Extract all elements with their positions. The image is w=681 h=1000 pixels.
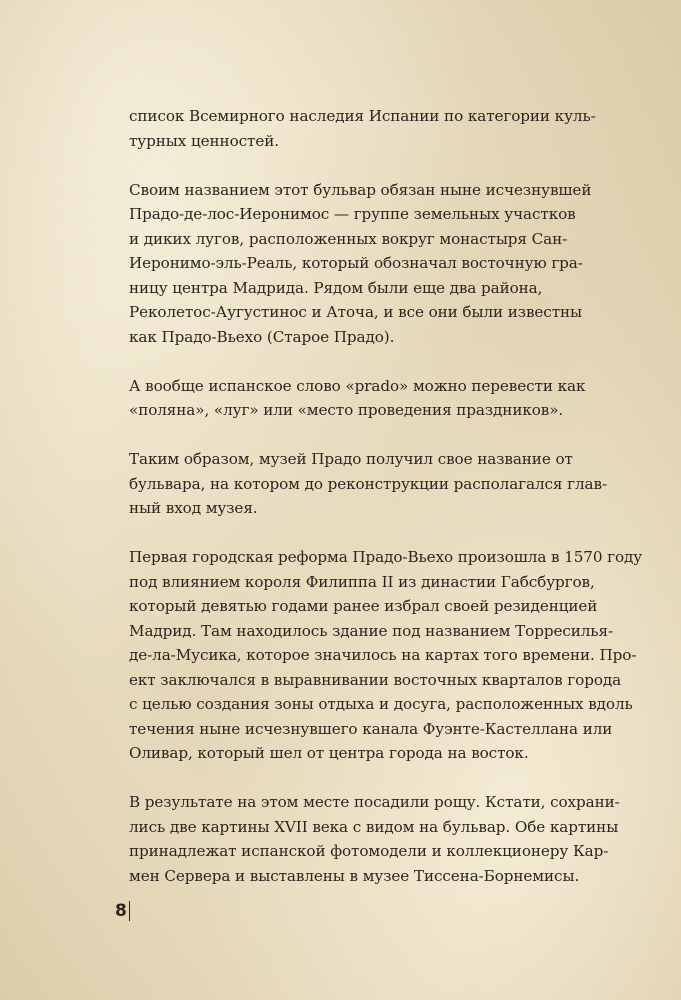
text-line: Иеронимо-эль-Реаль, который обозначал восточную гра- <box>129 254 583 272</box>
text-line: Реколетос-Аугустинос и Аточа, и все они были известны <box>129 303 583 321</box>
paragraph-1 <box>129 104 607 153</box>
paragraph-4 <box>129 447 607 521</box>
text-line: Оливар, который шел от центра города на восток. <box>129 744 529 762</box>
text-line: течения ныне исчезнувшего канала Фуэнте-Кастеллана или <box>129 719 613 738</box>
text-line: В результате на этом месте посадили рощу. Кстати, сохрани- <box>129 793 620 811</box>
text-line: мен Сервера и выставлены в музее Тиссена-Борнемисы. <box>129 866 580 885</box>
text-line: Своим названием этот бульвар обязан ныне исчезнувшей <box>129 180 592 199</box>
text-line: Таким образом, музей Прадо получил свое название от <box>129 450 573 468</box>
text-line: под влиянием короля Филиппа II из династии Габсбургов, <box>129 572 595 591</box>
text-line: ницу центра Мадрида. Рядом были еще два района, <box>129 278 543 297</box>
text-line: турных ценностей. <box>129 131 279 150</box>
text-line: де-ла-Мусика, которое значилось на картах того времени. Про- <box>129 646 637 664</box>
text-line: ный вход музея. <box>129 499 258 517</box>
text-line: список Всемирного наследия Испании по категории куль- <box>129 107 596 125</box>
paragraph-5 <box>129 545 643 766</box>
text-line: Первая городская реформа Прадо-Вьехо произошла в 1570 году <box>129 548 643 566</box>
text-line: «поляна», «луг» или «место проведения праздников». <box>129 401 564 419</box>
paragraph-2 <box>129 178 607 350</box>
text-line: бульвара, на котором до реконструкции располагался глав- <box>129 474 607 493</box>
text-line: принадлежат испанской фотомодели и коллекционеру Кар- <box>129 842 609 860</box>
body-text <box>129 104 643 913</box>
paragraph-3 <box>129 374 607 423</box>
text-line: с целью создания зоны отдыха и досуга, расположенных вдоль <box>129 695 633 713</box>
text-line: Прадо-де-лос-Иеронимос — группе земельных участков <box>129 205 576 223</box>
page-number <box>115 900 130 922</box>
text-line: и диких лугов, расположенных вокруг монастыря Сан- <box>129 229 568 248</box>
folio-divider <box>129 901 131 921</box>
text-line: лись две картины XVII века с видом на бульвар. Обе картины <box>129 817 619 836</box>
text-line: Мадрид. Там находилось здание под названием Торресилья- <box>129 621 613 640</box>
text-line: ект заключался в выравнивании восточных кварталов города <box>129 670 622 689</box>
page-number-text: 8 <box>115 901 127 921</box>
paragraph-6 <box>129 790 620 888</box>
text-line: как Прадо-Вьехо (Старое Прадо). <box>129 327 395 346</box>
text-line: А вообще испанское слово «prado» можно перевести как <box>129 376 586 395</box>
text-line: который девятью годами ранее избрал своей резиденцией <box>129 597 598 615</box>
